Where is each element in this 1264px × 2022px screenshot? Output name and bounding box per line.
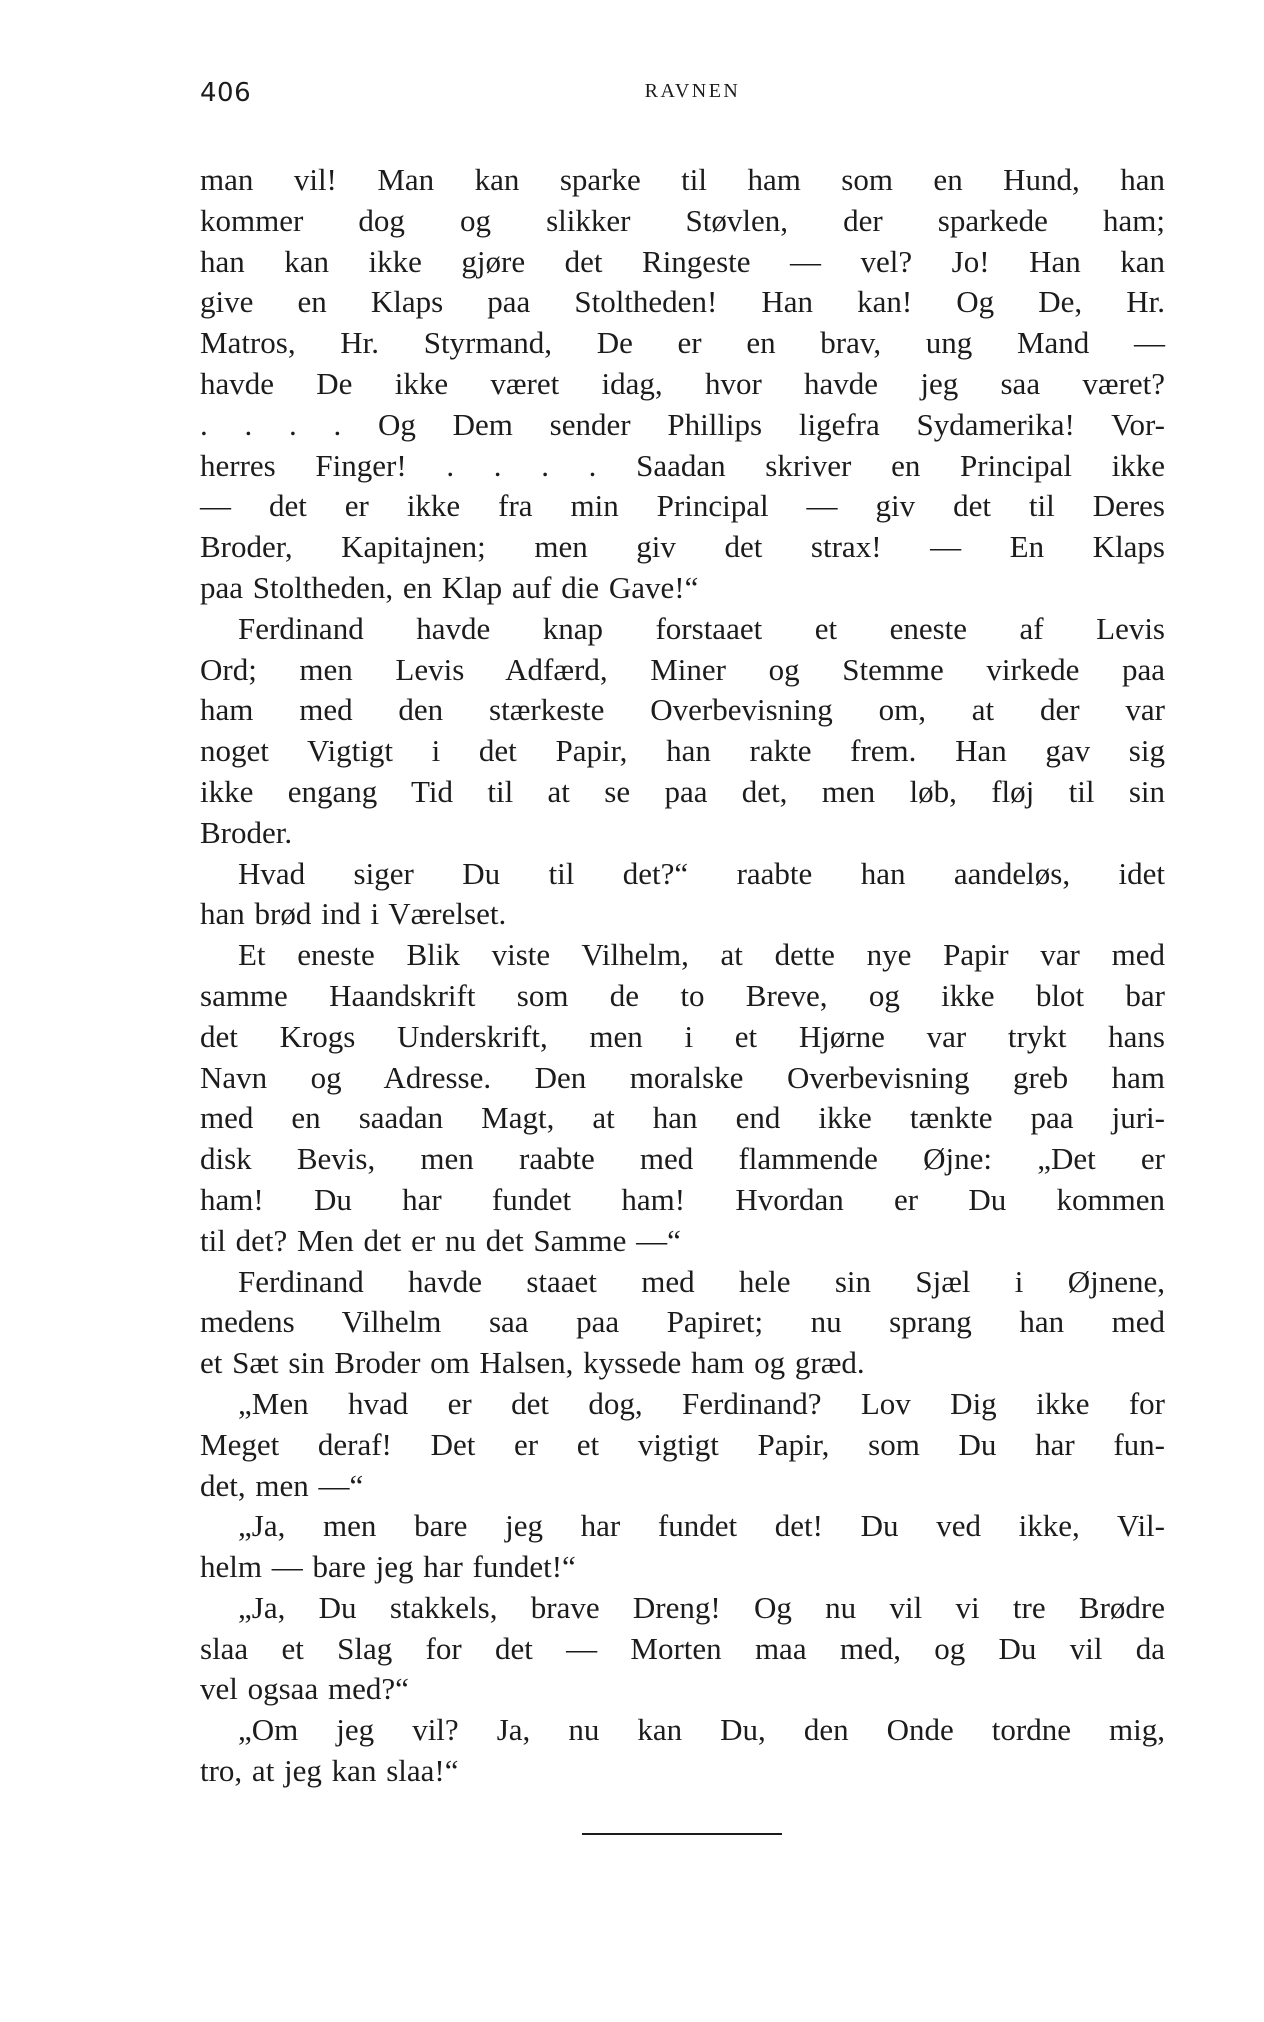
page-header: [200, 78, 1165, 114]
text-line: det, men —“: [200, 1467, 364, 1503]
text-line: disk Bevis, men raabte med flammende Øjne: „Det er: [200, 1141, 1165, 1177]
text-line: herres Finger! . . . . Saadan skriver en Principal ikke: [200, 447, 1165, 483]
running-head: RAVNEN: [644, 80, 741, 102]
text-line: noget Vigtigt i det Papir, han rakte frem. Han gav sig: [200, 733, 1165, 769]
text-line: samme Haandskrift som de to Breve, og ikke blot bar: [200, 977, 1165, 1013]
text-line: Broder, Kapitajnen; men giv det strax! — En Klaps: [200, 529, 1165, 565]
text-line: med en saadan Magt, at han end ikke tænkte paa juri-: [200, 1100, 1165, 1136]
text-line: „Ja, men bare jeg har fundet det! Du ved ikke, Vil-: [238, 1508, 1165, 1544]
text-line: Navn og Adresse. Den moralske Overbevisning greb ham: [200, 1059, 1165, 1095]
text-line: give en Klaps paa Stoltheden! Han kan! Og De, Hr.: [200, 284, 1165, 320]
text-line: Ferdinand havde staaet med hele sin Sjæl i Øjnene,: [238, 1263, 1165, 1299]
text-line: kommer dog og slikker Støvlen, der sparkede ham;: [200, 202, 1165, 238]
text-line: — det er ikke fra min Principal — giv det til Deres: [200, 488, 1165, 524]
text-line: „Men hvad er det dog, Ferdinand? Lov Dig ikke for: [238, 1385, 1165, 1421]
text-line: paa Stoltheden, en Klap auf die Gave!“: [200, 569, 699, 605]
text-line: Broder.: [200, 814, 293, 850]
text-line: Hvad siger Du til det?“ raabte han aandeløs, idet: [238, 855, 1165, 891]
text-line: helm — bare jeg har fundet!“: [200, 1549, 576, 1585]
text-line: Meget deraf! Det er et vigtigt Papir, som Du har fun-: [200, 1426, 1165, 1462]
text-line: det Krogs Underskrift, men i et Hjørne var trykt hans: [200, 1018, 1165, 1054]
text-line: vel ogsaa med?“: [200, 1671, 409, 1707]
section-end-rule: [582, 1833, 782, 1835]
text-line: medens Vilhelm saa paa Papiret; nu sprang han med: [200, 1304, 1165, 1340]
body-text: [200, 160, 1165, 1792]
text-line: . . . . Og Dem sender Phillips ligefra Sydamerika! Vor-: [200, 406, 1165, 442]
text-line: ham! Du har fundet ham! Hvordan er Du kommen: [200, 1181, 1165, 1217]
text-line: tro, at jeg kan slaa!“: [200, 1753, 459, 1789]
text-line: „Om jeg vil? Ja, nu kan Du, den Onde tordne mig,: [238, 1712, 1165, 1748]
page-number: 406: [200, 78, 252, 108]
text-line: til det? Men det er nu det Samme —“: [200, 1222, 681, 1258]
text-line: ikke engang Tid til at se paa det, men løb, fløj til sin: [200, 773, 1165, 809]
text-line: han kan ikke gjøre det Ringeste — vel? Jo! Han kan: [200, 243, 1165, 279]
text-line: han brød ind i Værelset.: [200, 896, 507, 932]
text-line: havde De ikke været idag, hvor havde jeg saa været?: [200, 365, 1165, 401]
text-line: Matros, Hr. Styrmand, De er en brav, ung Mand —: [200, 325, 1165, 361]
text-line: et Sæt sin Broder om Halsen, kyssede ham og græd.: [200, 1345, 865, 1381]
text-line: ham med den stærkeste Overbevisning om, at der var: [200, 692, 1165, 728]
text-line: Ord; men Levis Adfærd, Miner og Stemme virkede paa: [200, 651, 1165, 687]
text-line: „Ja, Du stakkels, brave Dreng! Og nu vil vi tre Brødre: [238, 1589, 1165, 1625]
text-line: Ferdinand havde knap forstaaet et eneste af Levis: [238, 610, 1165, 646]
text-line: Et eneste Blik viste Vilhelm, at dette nye Papir var med: [238, 937, 1165, 973]
text-line: man vil! Man kan sparke til ham som en Hund, han: [200, 162, 1165, 197]
text-line: slaa et Slag for det — Morten maa med, og Du vil da: [200, 1630, 1165, 1666]
